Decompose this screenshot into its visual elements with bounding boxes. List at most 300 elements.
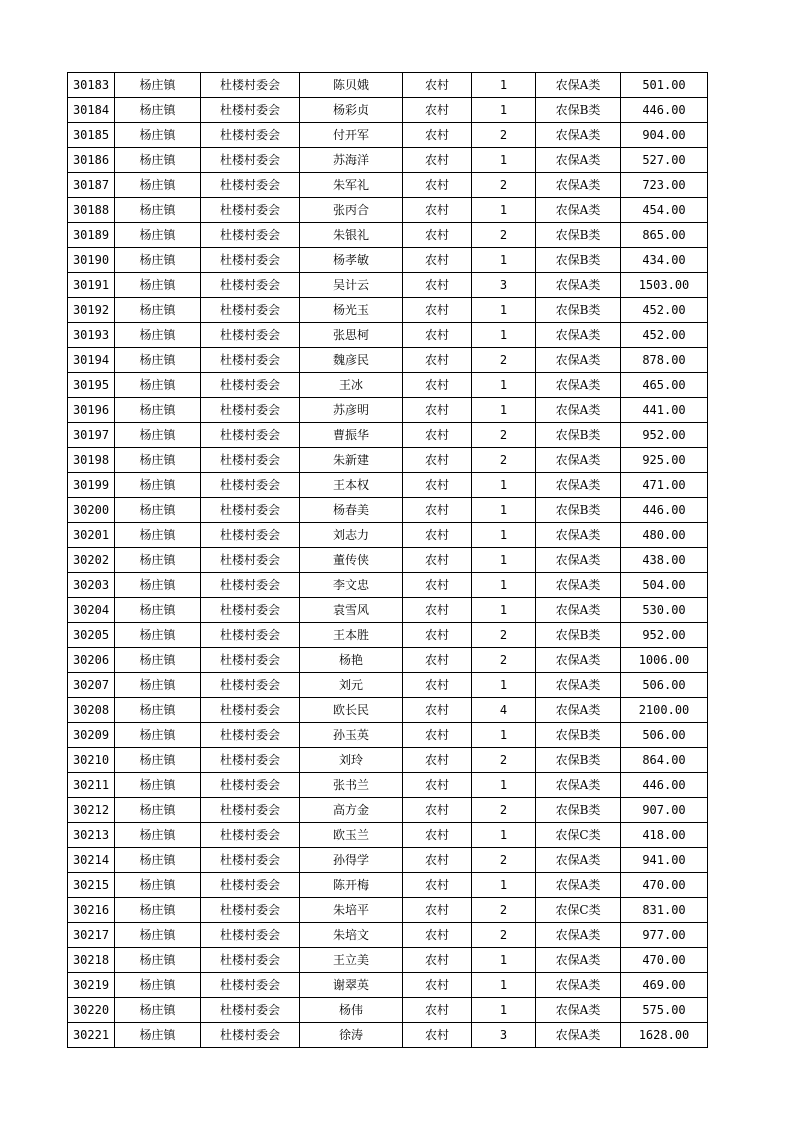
village-cell: 杜楼村委会: [201, 973, 300, 998]
area-cell: 农村: [403, 448, 472, 473]
amount-cell: 506.00: [621, 723, 708, 748]
area-cell: 农村: [403, 198, 472, 223]
household-count-cell: 2: [472, 798, 536, 823]
household-count-cell: 1: [472, 73, 536, 98]
village-cell: 杜楼村委会: [201, 748, 300, 773]
household-count-cell: 1: [472, 598, 536, 623]
insurance-type-cell: 农保A类: [536, 473, 621, 498]
town-cell: 杨庄镇: [115, 73, 201, 98]
person-name-cell: 杨艳: [300, 648, 403, 673]
amount-cell: 831.00: [621, 898, 708, 923]
area-cell: 农村: [403, 73, 472, 98]
person-name-cell: 杨伟: [300, 998, 403, 1023]
insurance-type-cell: 农保B类: [536, 98, 621, 123]
table-row: [68, 323, 708, 348]
insurance-type-cell: 农保B类: [536, 748, 621, 773]
town-cell: 杨庄镇: [115, 673, 201, 698]
record-id-cell: 30191: [68, 273, 115, 298]
insurance-type-cell: 农保A类: [536, 198, 621, 223]
table-row: [68, 923, 708, 948]
village-cell: 杜楼村委会: [201, 948, 300, 973]
household-count-cell: 1: [472, 823, 536, 848]
table-row: [68, 998, 708, 1023]
village-cell: 杜楼村委会: [201, 698, 300, 723]
table-row: [68, 973, 708, 998]
table-row: [68, 573, 708, 598]
area-cell: 农村: [403, 223, 472, 248]
record-id-cell: 30200: [68, 498, 115, 523]
person-name-cell: 曹振华: [300, 423, 403, 448]
town-cell: 杨庄镇: [115, 798, 201, 823]
town-cell: 杨庄镇: [115, 248, 201, 273]
amount-cell: 952.00: [621, 423, 708, 448]
household-count-cell: 1: [472, 498, 536, 523]
record-id-cell: 30197: [68, 423, 115, 448]
table-row: [68, 873, 708, 898]
amount-cell: 723.00: [621, 173, 708, 198]
insurance-type-cell: 农保B类: [536, 498, 621, 523]
person-name-cell: 李文忠: [300, 573, 403, 598]
record-id-cell: 30185: [68, 123, 115, 148]
insurance-type-cell: 农保A类: [536, 998, 621, 1023]
table-row: [68, 498, 708, 523]
town-cell: 杨庄镇: [115, 1023, 201, 1048]
table-row: [68, 123, 708, 148]
household-count-cell: 1: [472, 148, 536, 173]
village-cell: 杜楼村委会: [201, 548, 300, 573]
village-cell: 杜楼村委会: [201, 273, 300, 298]
table-row: [68, 473, 708, 498]
area-cell: 农村: [403, 748, 472, 773]
amount-cell: 865.00: [621, 223, 708, 248]
person-name-cell: 苏海洋: [300, 148, 403, 173]
person-name-cell: 朱培平: [300, 898, 403, 923]
person-name-cell: 董传侠: [300, 548, 403, 573]
amount-cell: 864.00: [621, 748, 708, 773]
person-name-cell: 陈开梅: [300, 873, 403, 898]
person-name-cell: 吴计云: [300, 273, 403, 298]
record-id-cell: 30214: [68, 848, 115, 873]
table-row: [68, 523, 708, 548]
record-id-cell: 30204: [68, 598, 115, 623]
table-row: [68, 248, 708, 273]
household-count-cell: 2: [472, 623, 536, 648]
village-cell: 杜楼村委会: [201, 373, 300, 398]
area-cell: 农村: [403, 848, 472, 873]
household-count-cell: 1: [472, 298, 536, 323]
amount-cell: 470.00: [621, 948, 708, 973]
household-count-cell: 1: [472, 248, 536, 273]
person-name-cell: 付开军: [300, 123, 403, 148]
amount-cell: 441.00: [621, 398, 708, 423]
village-cell: 杜楼村委会: [201, 98, 300, 123]
record-id-cell: 30206: [68, 648, 115, 673]
area-cell: 农村: [403, 673, 472, 698]
amount-cell: 446.00: [621, 98, 708, 123]
insurance-type-cell: 农保A类: [536, 698, 621, 723]
village-cell: 杜楼村委会: [201, 323, 300, 348]
amount-cell: 952.00: [621, 623, 708, 648]
record-id-cell: 30215: [68, 873, 115, 898]
insurance-type-cell: 农保A类: [536, 273, 621, 298]
amount-cell: 925.00: [621, 448, 708, 473]
person-name-cell: 张思柯: [300, 323, 403, 348]
record-id-cell: 30220: [68, 998, 115, 1023]
village-cell: 杜楼村委会: [201, 523, 300, 548]
amount-cell: 438.00: [621, 548, 708, 573]
table-row: [68, 148, 708, 173]
table-row: [68, 448, 708, 473]
area-cell: 农村: [403, 1023, 472, 1048]
area-cell: 农村: [403, 273, 472, 298]
village-cell: 杜楼村委会: [201, 648, 300, 673]
table-row: [68, 198, 708, 223]
amount-cell: 446.00: [621, 498, 708, 523]
insurance-type-cell: 农保A类: [536, 598, 621, 623]
village-cell: 杜楼村委会: [201, 448, 300, 473]
household-count-cell: 2: [472, 748, 536, 773]
amount-cell: 446.00: [621, 773, 708, 798]
amount-cell: 418.00: [621, 823, 708, 848]
person-name-cell: 孙玉英: [300, 723, 403, 748]
person-name-cell: 刘志力: [300, 523, 403, 548]
table-row: [68, 898, 708, 923]
person-name-cell: 杨彩贞: [300, 98, 403, 123]
household-count-cell: 1: [472, 523, 536, 548]
person-name-cell: 杨光玉: [300, 298, 403, 323]
table-row: [68, 348, 708, 373]
record-id-cell: 30219: [68, 973, 115, 998]
village-cell: 杜楼村委会: [201, 848, 300, 873]
record-id-cell: 30210: [68, 748, 115, 773]
person-name-cell: 刘玲: [300, 748, 403, 773]
table-row: [68, 273, 708, 298]
village-cell: 杜楼村委会: [201, 623, 300, 648]
record-id-cell: 30221: [68, 1023, 115, 1048]
household-count-cell: 3: [472, 273, 536, 298]
household-count-cell: 2: [472, 348, 536, 373]
household-count-cell: 2: [472, 223, 536, 248]
person-name-cell: 张丙合: [300, 198, 403, 223]
person-name-cell: 袁雪风: [300, 598, 403, 623]
household-count-cell: 1: [472, 473, 536, 498]
amount-cell: 452.00: [621, 298, 708, 323]
person-name-cell: 王立美: [300, 948, 403, 973]
town-cell: 杨庄镇: [115, 623, 201, 648]
record-id-cell: 30190: [68, 248, 115, 273]
insurance-type-cell: 农保A类: [536, 323, 621, 348]
table-row: [68, 1023, 708, 1048]
person-name-cell: 徐涛: [300, 1023, 403, 1048]
amount-cell: 465.00: [621, 373, 708, 398]
amount-cell: 941.00: [621, 848, 708, 873]
amount-cell: 469.00: [621, 973, 708, 998]
household-count-cell: 2: [472, 423, 536, 448]
area-cell: 农村: [403, 648, 472, 673]
insurance-type-cell: 农保A类: [536, 948, 621, 973]
household-count-cell: 1: [472, 973, 536, 998]
record-id-cell: 30187: [68, 173, 115, 198]
town-cell: 杨庄镇: [115, 223, 201, 248]
record-id-cell: 30183: [68, 73, 115, 98]
insurance-type-cell: 农保C类: [536, 823, 621, 848]
amount-cell: 904.00: [621, 123, 708, 148]
town-cell: 杨庄镇: [115, 123, 201, 148]
area-cell: 农村: [403, 873, 472, 898]
insurance-type-cell: 农保A类: [536, 548, 621, 573]
amount-cell: 506.00: [621, 673, 708, 698]
insurance-type-cell: 农保A类: [536, 173, 621, 198]
insurance-type-cell: 农保A类: [536, 673, 621, 698]
household-count-cell: 2: [472, 123, 536, 148]
household-count-cell: 3: [472, 1023, 536, 1048]
record-id-cell: 30184: [68, 98, 115, 123]
person-name-cell: 朱银礼: [300, 223, 403, 248]
insurance-type-cell: 农保A类: [536, 448, 621, 473]
household-count-cell: 1: [472, 948, 536, 973]
village-cell: 杜楼村委会: [201, 923, 300, 948]
record-id-cell: 30202: [68, 548, 115, 573]
town-cell: 杨庄镇: [115, 548, 201, 573]
town-cell: 杨庄镇: [115, 698, 201, 723]
town-cell: 杨庄镇: [115, 323, 201, 348]
area-cell: 农村: [403, 123, 472, 148]
table-row: [68, 823, 708, 848]
town-cell: 杨庄镇: [115, 423, 201, 448]
person-name-cell: 欧长民: [300, 698, 403, 723]
amount-cell: 878.00: [621, 348, 708, 373]
table-row: [68, 748, 708, 773]
village-cell: 杜楼村委会: [201, 248, 300, 273]
village-cell: 杜楼村委会: [201, 723, 300, 748]
village-cell: 杜楼村委会: [201, 773, 300, 798]
table-body: [68, 73, 708, 1048]
town-cell: 杨庄镇: [115, 873, 201, 898]
town-cell: 杨庄镇: [115, 473, 201, 498]
household-count-cell: 2: [472, 173, 536, 198]
area-cell: 农村: [403, 598, 472, 623]
table-row: [68, 623, 708, 648]
insurance-type-cell: 农保A类: [536, 573, 621, 598]
town-cell: 杨庄镇: [115, 148, 201, 173]
record-id-cell: 30212: [68, 798, 115, 823]
table-row: [68, 598, 708, 623]
person-name-cell: 朱新建: [300, 448, 403, 473]
insurance-type-cell: 农保A类: [536, 848, 621, 873]
town-cell: 杨庄镇: [115, 773, 201, 798]
amount-cell: 530.00: [621, 598, 708, 623]
household-count-cell: 1: [472, 773, 536, 798]
town-cell: 杨庄镇: [115, 948, 201, 973]
insurance-type-cell: 农保A类: [536, 73, 621, 98]
table-row: [68, 648, 708, 673]
area-cell: 农村: [403, 573, 472, 598]
town-cell: 杨庄镇: [115, 298, 201, 323]
person-name-cell: 杨春美: [300, 498, 403, 523]
amount-cell: 454.00: [621, 198, 708, 223]
person-name-cell: 朱培文: [300, 923, 403, 948]
area-cell: 农村: [403, 773, 472, 798]
insurance-type-cell: 农保A类: [536, 398, 621, 423]
village-cell: 杜楼村委会: [201, 1023, 300, 1048]
village-cell: 杜楼村委会: [201, 298, 300, 323]
town-cell: 杨庄镇: [115, 273, 201, 298]
amount-cell: 575.00: [621, 998, 708, 1023]
household-count-cell: 1: [472, 873, 536, 898]
town-cell: 杨庄镇: [115, 923, 201, 948]
insurance-type-cell: 农保A类: [536, 348, 621, 373]
insurance-type-cell: 农保B类: [536, 723, 621, 748]
record-id-cell: 30193: [68, 323, 115, 348]
person-name-cell: 杨孝敏: [300, 248, 403, 273]
household-count-cell: 4: [472, 698, 536, 723]
amount-cell: 2100.00: [621, 698, 708, 723]
amount-cell: 501.00: [621, 73, 708, 98]
town-cell: 杨庄镇: [115, 348, 201, 373]
record-id-cell: 30188: [68, 198, 115, 223]
table-row: [68, 773, 708, 798]
amount-cell: 504.00: [621, 573, 708, 598]
amount-cell: 471.00: [621, 473, 708, 498]
area-cell: 农村: [403, 173, 472, 198]
town-cell: 杨庄镇: [115, 498, 201, 523]
village-cell: 杜楼村委会: [201, 498, 300, 523]
area-cell: 农村: [403, 373, 472, 398]
town-cell: 杨庄镇: [115, 448, 201, 473]
insurance-type-cell: 农保A类: [536, 523, 621, 548]
amount-cell: 907.00: [621, 798, 708, 823]
household-count-cell: 1: [472, 723, 536, 748]
person-name-cell: 刘元: [300, 673, 403, 698]
insurance-type-cell: 农保B类: [536, 248, 621, 273]
village-cell: 杜楼村委会: [201, 798, 300, 823]
village-cell: 杜楼村委会: [201, 898, 300, 923]
household-count-cell: 2: [472, 898, 536, 923]
area-cell: 农村: [403, 548, 472, 573]
record-id-cell: 30189: [68, 223, 115, 248]
record-id-cell: 30203: [68, 573, 115, 598]
table-row: [68, 223, 708, 248]
amount-cell: 480.00: [621, 523, 708, 548]
town-cell: 杨庄镇: [115, 198, 201, 223]
record-id-cell: 30211: [68, 773, 115, 798]
record-id-cell: 30192: [68, 298, 115, 323]
area-cell: 农村: [403, 398, 472, 423]
person-name-cell: 谢翠英: [300, 973, 403, 998]
insurance-type-cell: 农保B类: [536, 423, 621, 448]
town-cell: 杨庄镇: [115, 973, 201, 998]
household-count-cell: 1: [472, 98, 536, 123]
record-id-cell: 30213: [68, 823, 115, 848]
insurance-type-cell: 农保A类: [536, 773, 621, 798]
area-cell: 农村: [403, 973, 472, 998]
person-name-cell: 魏彦民: [300, 348, 403, 373]
area-cell: 农村: [403, 923, 472, 948]
record-id-cell: 30201: [68, 523, 115, 548]
household-count-cell: 1: [472, 673, 536, 698]
table-row: [68, 73, 708, 98]
record-id-cell: 30207: [68, 673, 115, 698]
village-cell: 杜楼村委会: [201, 473, 300, 498]
table-row: [68, 298, 708, 323]
person-name-cell: 欧玉兰: [300, 823, 403, 848]
town-cell: 杨庄镇: [115, 373, 201, 398]
town-cell: 杨庄镇: [115, 98, 201, 123]
person-name-cell: 张书兰: [300, 773, 403, 798]
insurance-type-cell: 农保A类: [536, 923, 621, 948]
insurance-type-cell: 农保A类: [536, 1023, 621, 1048]
amount-cell: 434.00: [621, 248, 708, 273]
area-cell: 农村: [403, 723, 472, 748]
area-cell: 农村: [403, 248, 472, 273]
household-count-cell: 2: [472, 648, 536, 673]
record-id-cell: 30196: [68, 398, 115, 423]
table-row: [68, 948, 708, 973]
record-id-cell: 30209: [68, 723, 115, 748]
record-id-cell: 30199: [68, 473, 115, 498]
town-cell: 杨庄镇: [115, 998, 201, 1023]
person-name-cell: 高方金: [300, 798, 403, 823]
person-name-cell: 王本权: [300, 473, 403, 498]
person-name-cell: 孙得学: [300, 848, 403, 873]
insurance-type-cell: 农保B类: [536, 223, 621, 248]
person-name-cell: 苏彦明: [300, 398, 403, 423]
village-cell: 杜楼村委会: [201, 198, 300, 223]
person-name-cell: 王本胜: [300, 623, 403, 648]
area-cell: 农村: [403, 823, 472, 848]
area-cell: 农村: [403, 698, 472, 723]
insurance-type-cell: 农保B类: [536, 623, 621, 648]
record-id-cell: 30205: [68, 623, 115, 648]
town-cell: 杨庄镇: [115, 523, 201, 548]
insurance-type-cell: 农保A类: [536, 648, 621, 673]
household-count-cell: 1: [472, 373, 536, 398]
amount-cell: 1503.00: [621, 273, 708, 298]
table-row: [68, 673, 708, 698]
insurance-type-cell: 农保A类: [536, 373, 621, 398]
table-row: [68, 373, 708, 398]
amount-cell: 977.00: [621, 923, 708, 948]
town-cell: 杨庄镇: [115, 573, 201, 598]
town-cell: 杨庄镇: [115, 748, 201, 773]
table-row: [68, 548, 708, 573]
record-id-cell: 30194: [68, 348, 115, 373]
village-cell: 杜楼村委会: [201, 573, 300, 598]
insurance-type-cell: 农保A类: [536, 873, 621, 898]
area-cell: 农村: [403, 423, 472, 448]
village-cell: 杜楼村委会: [201, 423, 300, 448]
record-id-cell: 30217: [68, 923, 115, 948]
table-row: [68, 398, 708, 423]
household-count-cell: 2: [472, 848, 536, 873]
records-table: [67, 72, 708, 1048]
household-count-cell: 2: [472, 448, 536, 473]
record-id-cell: 30186: [68, 148, 115, 173]
record-id-cell: 30198: [68, 448, 115, 473]
area-cell: 农村: [403, 498, 472, 523]
insurance-type-cell: 农保B类: [536, 798, 621, 823]
village-cell: 杜楼村委会: [201, 598, 300, 623]
area-cell: 农村: [403, 798, 472, 823]
town-cell: 杨庄镇: [115, 648, 201, 673]
table-row: [68, 98, 708, 123]
area-cell: 农村: [403, 998, 472, 1023]
town-cell: 杨庄镇: [115, 723, 201, 748]
person-name-cell: 朱军礼: [300, 173, 403, 198]
household-count-cell: 1: [472, 323, 536, 348]
insurance-type-cell: 农保B类: [536, 298, 621, 323]
area-cell: 农村: [403, 623, 472, 648]
